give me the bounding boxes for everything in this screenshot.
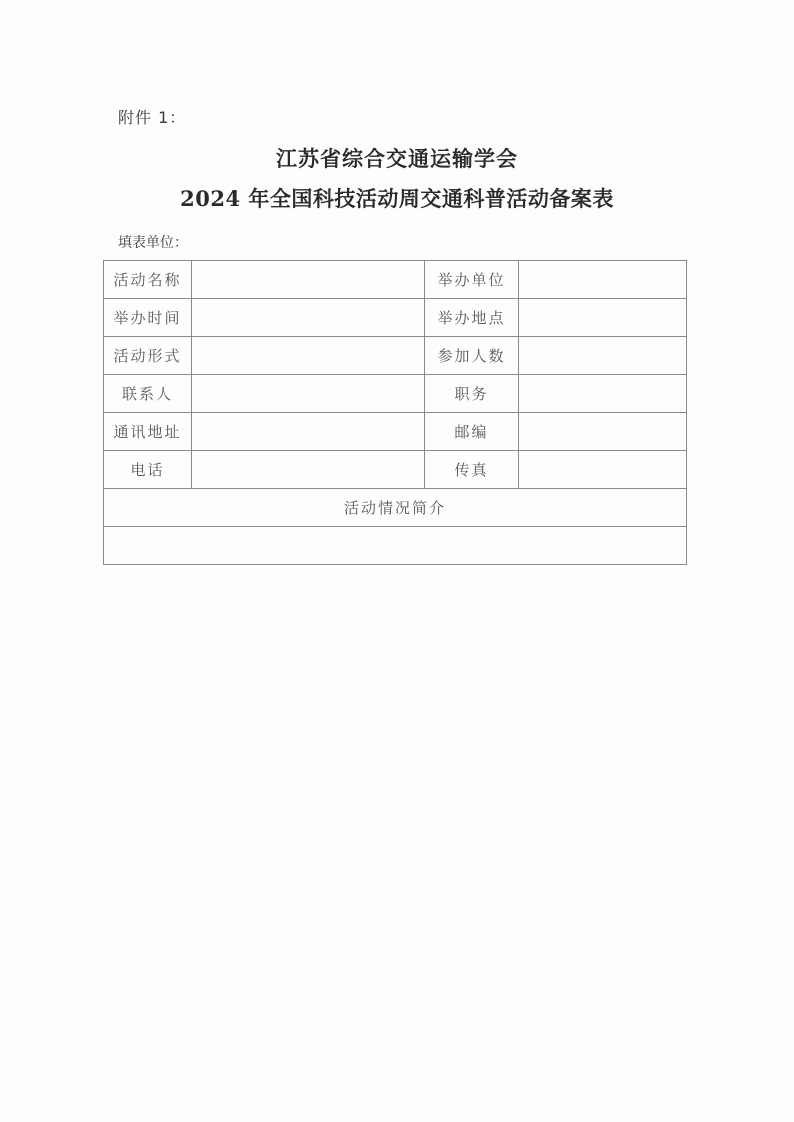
organizer-field[interactable] <box>519 261 687 299</box>
event-location-label: 举办地点 <box>425 299 519 337</box>
form-row-activity-name <box>104 261 687 299</box>
form-row-address <box>104 413 687 451</box>
document-title-organization: 江苏省综合交通运输学会 <box>276 146 518 171</box>
event-time-label: 举办时间 <box>104 299 192 337</box>
activity-name-field[interactable] <box>192 261 425 299</box>
activity-summary-label: 活动情况简介 <box>104 489 687 527</box>
mailing-address-label: 通讯地址 <box>104 413 192 451</box>
activity-name-label: 活动名称 <box>104 261 192 299</box>
form-row-summary-header <box>104 489 687 527</box>
position-field[interactable] <box>519 375 687 413</box>
organizer-label: 举办单位 <box>425 261 519 299</box>
form-row-time <box>104 299 687 337</box>
filler-unit-label: 填表单位： <box>118 235 188 251</box>
event-time-field[interactable] <box>192 299 425 337</box>
participant-count-field[interactable] <box>519 337 687 375</box>
fax-label: 传真 <box>425 451 519 489</box>
mailing-address-field[interactable] <box>192 413 425 451</box>
activity-format-field[interactable] <box>192 337 425 375</box>
postal-code-field[interactable] <box>519 413 687 451</box>
contact-person-field[interactable] <box>192 375 425 413</box>
form-row-contact <box>104 375 687 413</box>
phone-field[interactable] <box>192 451 425 489</box>
position-label: 职务 <box>425 375 519 413</box>
contact-person-label: 联系人 <box>104 375 192 413</box>
form-row-phone <box>104 451 687 489</box>
activity-format-label: 活动形式 <box>104 337 192 375</box>
phone-label: 电话 <box>104 451 192 489</box>
participant-count-label: 参加人数 <box>425 337 519 375</box>
registration-form-table <box>103 260 687 565</box>
postal-code-label: 邮编 <box>425 413 519 451</box>
activity-summary-field[interactable] <box>104 527 687 565</box>
fax-field[interactable] <box>519 451 687 489</box>
event-location-field[interactable] <box>519 299 687 337</box>
form-row-summary-body <box>104 527 687 565</box>
form-row-format <box>104 337 687 375</box>
attachment-label: 附件 1： <box>118 108 187 127</box>
document-title-form: 2024 年全国科技活动周交通科普活动备案表 <box>180 186 614 211</box>
